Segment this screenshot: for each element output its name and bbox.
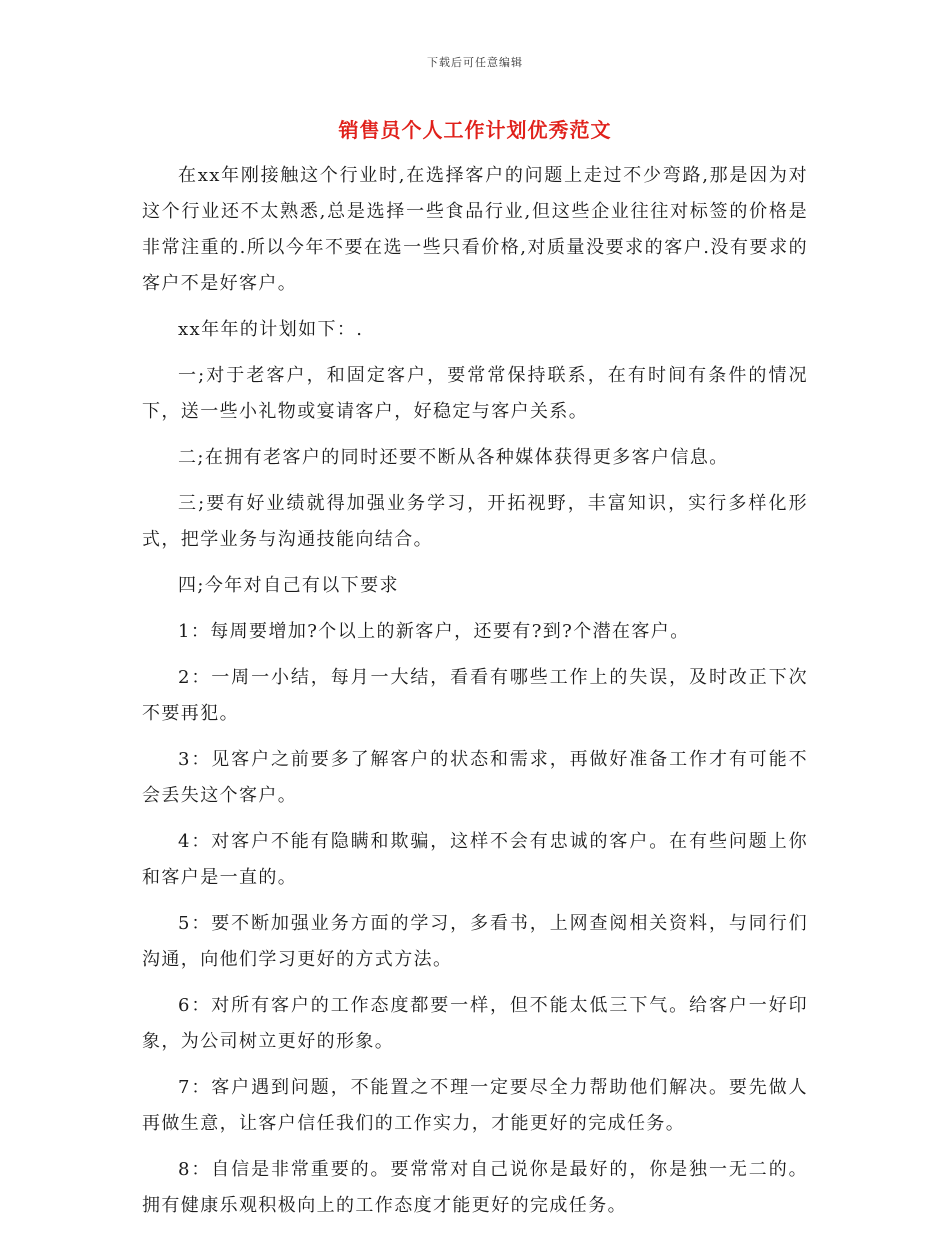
header-note: 下载后可任意编辑 (427, 56, 523, 69)
paragraph-item-3: 三;要有好业绩就得加强业务学习，开拓视野，丰富知识，实行多样化形式，把学业务与沟通技能向结合。 (142, 493, 808, 550)
paragraph-item-4: 四;今年对自己有以下要求 (178, 575, 399, 596)
paragraph-req-6: 6：对所有客户的工作态度都要一样，但不能太低三下气。给客户一好印象，为公司树立更好的形象。 (142, 995, 808, 1052)
paragraph-req-3: 3：见客户之前要多了解客户的状态和需求，再做好准备工作才有可能不会丢失这个客户。 (142, 749, 808, 806)
paragraph-item-2: 二;在拥有老客户的同时还要不断从各种媒体获得更多客户信息。 (178, 447, 729, 468)
paragraph-req-2: 2：一周一小结，每月一大结，看看有哪些工作上的失误，及时改正下次不要再犯。 (142, 667, 808, 724)
paragraph-plan-heading: xx年年的计划如下：. (178, 319, 364, 340)
paragraph-req-4: 4：对客户不能有隐瞒和欺骗，这样不会有忠诚的客户。在有些问题上你和客户是一直的。 (142, 831, 808, 888)
paragraph-req-5: 5：要不断加强业务方面的学习，多看书，上网查阅相关资料，与同行们沟通，向他们学习更好的方式方法。 (142, 913, 808, 970)
paragraph-intro: 在xx年刚接触这个行业时,在选择客户的问题上走过不少弯路,那是因为对这个行业还不太熟悉,总是选择一些食品行业,但这些企业往往对标签的价格是非常注重的.所以今年不要在选一些只看价格,对质量没要求的客户.没有要求的客户不是好客户。 (142, 165, 808, 294)
paragraph-req-8: 8：自信是非常重要的。要常常对自己说你是最好的，你是独一无二的。拥有健康乐观积极向上的工作态度才能更好的完成任务。 (142, 1159, 808, 1216)
paragraph-item-1: 一;对于老客户，和固定客户，要常常保持联系，在有时间有条件的情况下，送一些小礼物或宴请客户，好稳定与客户关系。 (142, 365, 808, 422)
paragraph-req-7: 7：客户遇到问题，不能置之不理一定要尽全力帮助他们解决。要先做人再做生意，让客户信任我们的工作实力，才能更好的完成任务。 (142, 1077, 808, 1134)
document-title: 销售员个人工作计划优秀范文 (338, 118, 612, 142)
paragraph-req-1: 1：每周要增加?个以上的新客户，还要有?到?个潜在客户。 (178, 621, 690, 642)
document-body (142, 158, 808, 1234)
